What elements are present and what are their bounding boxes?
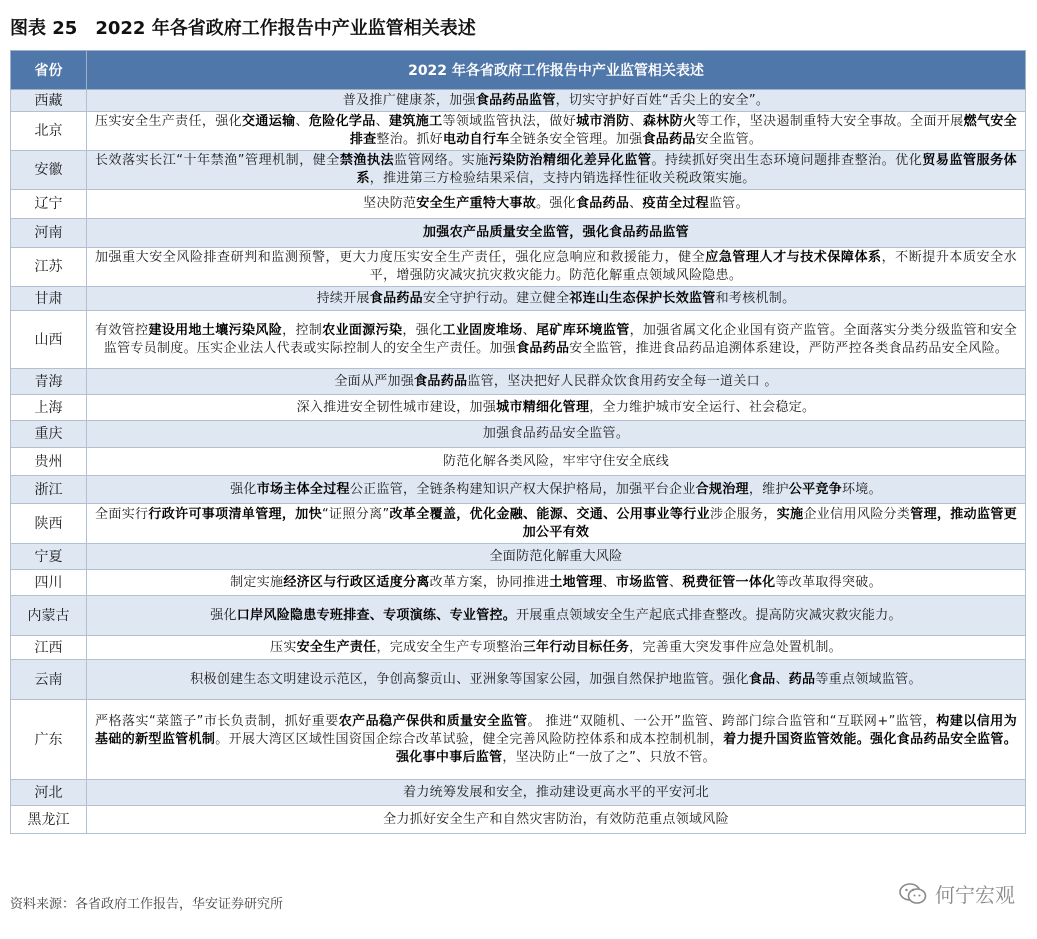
statement-cell: 加强食品药品安全监管。 [87, 421, 1026, 448]
bold-highlight: 管理，推动监管更加公平有效 [522, 506, 1018, 540]
table-row [11, 700, 1026, 780]
statement-cell: 强化市场主体全过程公正监管，全链条构建知识产权大保护格局，加强平台企业合规治理，维护公平竞争环境。 [87, 476, 1026, 504]
statement-cell: 压实安全生产责任，完成安全生产专项整治三年行动目标任务，完善重大突发事件应急处置机制。 [87, 636, 1026, 660]
statement-cell: 加强重大安全风险排查研判和监测预警，更大力度压实安全生产责任，强化应急响应和救援能力，健全应急管理人才与技术保障体系，不断提升本质安全水平，增强防灾减灾抗灾救灾能力。防范化解重点领域风险隐患。 [87, 248, 1026, 287]
statement-cell: 制定实施经济区与行政区适度分离改革方案，协同推进土地管理、市场监管、税费征管一体化等改革取得突破。 [87, 570, 1026, 596]
table-row [11, 544, 1026, 570]
bold-highlight: 三年行动目标任务 [522, 639, 630, 655]
table-row [11, 596, 1026, 636]
bold-highlight: 尾矿库环境监管 [536, 322, 630, 338]
table-row [11, 219, 1026, 248]
bold-highlight: 食品药品 [642, 132, 696, 147]
statement-cell: 有效管控建设用地土壤污染风险，控制农业面源污染，强化工业固废堆场、尾矿库环境监管，加强省属文化企业国有资产监管。全面落实分类分级监管和安全监管专员制度。压实企业法人代表或实际控制人的安全生产责任。加强食品药品安全监管，推进食品药品追溯体系建设，严防严控各类食品药品安全风险。 [87, 311, 1026, 369]
province-cell: 河北 [11, 780, 87, 806]
bold-highlight: 燃气安全排查 [349, 114, 1017, 147]
bold-highlight: 行政许可事项清单管理，加快 [148, 506, 322, 522]
watermark [899, 879, 1015, 908]
province-cell: 内蒙古 [11, 596, 87, 636]
statement-cell: 长效落实长江“十年禁渔”管理机制，健全禁渔执法监管网络。实施污染防治精细化差异化监管。持续抓好突出生态环境问题排查整治。优化贸易监管服务体系，推进第三方检验结果采信，支持内销选择性征收关税政策实施。 [87, 151, 1026, 190]
bold-highlight: 危险化学品 [308, 114, 376, 129]
statement-cell: 深入推进安全韧性城市建设，加强城市精细化管理，全力维护城市安全运行、社会稳定。 [87, 395, 1026, 421]
province-cell: 陕西 [11, 504, 87, 544]
bold-highlight: 应急管理人才与技术保障体系 [705, 250, 882, 265]
bold-highlight: 祁连山生态保护长效监管 [569, 290, 716, 306]
bold-highlight: 安全生产责任 [296, 639, 377, 655]
province-cell: 青海 [11, 369, 87, 395]
statement-cell [87, 219, 1026, 248]
province-cell: 山西 [11, 311, 87, 369]
province-cell: 云南 [11, 660, 87, 700]
bold-highlight: 安全生产重特大事故 [416, 196, 537, 211]
watermark-text: 何宁宏观 [935, 883, 1015, 907]
statement-cell: 防范化解各类风险，牢牢守住安全底线 [87, 448, 1026, 476]
statement-cell: 坚决防范安全生产重特大事故。强化食品药品、疫苗全过程监管。 [87, 190, 1026, 219]
bold-highlight: 食品 [748, 671, 776, 687]
table-row [11, 311, 1026, 369]
province-cell: 贵州 [11, 448, 87, 476]
statement-cell: 压实安全生产责任，强化交通运输、危险化学品、建筑施工等领域监管执法，做好城市消防、森林防火等工作，坚决遏制重特大安全事故。全面开展燃气安全排查整治。抓好电动自行车全链条安全管理。加强食品药品安全监管。 [87, 112, 1026, 151]
bold-highlight: 城市消防 [576, 114, 630, 129]
bold-highlight: 改革全覆盖，优化金融、能源、交通、公用事业等行业 [389, 506, 710, 522]
wechat-icon [899, 883, 927, 905]
province-cell: 西藏 [11, 90, 87, 112]
province-cell: 广东 [11, 700, 87, 780]
header-statement: 2022 年各省政府工作报告中产业监管相关表述 [87, 51, 1026, 90]
bold-highlight: 疫苗全过程 [642, 196, 709, 211]
figure-label: 图表 25 [10, 18, 78, 39]
bold-highlight: 实施 [776, 506, 804, 522]
bold-highlight: 贸易监管服务体系 [356, 153, 1017, 186]
figure-title-text: 2022 年各省政府工作报告中产业监管相关表述 [95, 18, 476, 39]
province-cell: 安徽 [11, 151, 87, 190]
table-row [11, 660, 1026, 700]
bold-highlight: 食品药品监管 [475, 92, 556, 108]
bold-highlight: 电动自行车 [442, 132, 510, 147]
bold-highlight: 交通运输 [241, 114, 296, 129]
bold-highlight: 市场监管 [615, 574, 670, 590]
table-row [11, 448, 1026, 476]
bold-highlight: 食品药品 [575, 196, 630, 211]
statement-cell: 普及推广健康茶，加强食品药品监管，切实守护好百姓“舌尖上的安全”。 [87, 90, 1026, 112]
province-cell: 重庆 [11, 421, 87, 448]
bold-highlight: 市场主体全过程 [256, 481, 350, 497]
bold-highlight: 公平竞争 [788, 481, 842, 497]
statement-cell: 积极创建生态文明建设示范区，争创高黎贡山、亚洲象等国家公园，加强自然保护地监管。强化食品、药品等重点领域监管。 [87, 660, 1026, 700]
province-cell: 辽宁 [11, 190, 87, 219]
table-row [11, 780, 1026, 806]
statement-cell: 全面从严加强食品药品监管，坚决把好人民群众饮食用药安全每一道关口 。 [87, 369, 1026, 395]
table-row [11, 369, 1026, 395]
bold-highlight: 经济区与行政区适度分离 [283, 574, 430, 590]
bold-highlight: 森林防火 [642, 114, 697, 129]
bold-highlight: 城市精细化管理 [496, 399, 590, 415]
bold-highlight: 合规治理 [695, 481, 749, 497]
statement-cell: 严格落实“菜篮子”市长负责制，抓好重要农产品稳产保供和质量安全监管。 推进“双随机、一公开”监管、跨部门综合监管和“互联网+”监管，构建以信用为基础的新型监管机制。开展大湾区区域性国资国企综合改革试验，健全完善风险防控体系和成本控制机制，着力提升国资监管效能。强化食品药品安全监管。强化事中事后监管，坚决防止“一放了之”、只放不管。 [87, 700, 1026, 780]
table-row [11, 421, 1026, 448]
province-cell: 浙江 [11, 476, 87, 504]
bold-highlight: 食品药品 [516, 340, 570, 356]
bold-highlight: 农产品稳产保供和质量安全监管 [338, 713, 528, 729]
province-cell: 江西 [11, 636, 87, 660]
bold-highlight: 工业固废堆场 [442, 322, 523, 338]
bold-highlight: 禁渔执法 [339, 153, 395, 168]
bold-highlight: 着力提升国资监管效能。强化食品药品安全监管。强化事中事后监管 [396, 731, 1018, 765]
bold-highlight: 口岸风险隐患专班排查、专项演练、专业管控。 [236, 607, 517, 623]
statement-cell: 强化口岸风险隐患专班排查、专项演练、专业管控。开展重点领域安全生产起底式排查整改。提高防灾减灾救灾能力。 [87, 596, 1026, 636]
bold-highlight: 食品药品 [414, 373, 468, 389]
regulation-table [10, 50, 1026, 834]
province-cell: 宁夏 [11, 544, 87, 570]
table-row [11, 112, 1026, 151]
province-cell: 河南 [11, 219, 87, 248]
table-row [11, 190, 1026, 219]
bold-highlight: 税费征管一体化 [682, 574, 776, 590]
statement-cell: 全力抓好安全生产和自然灾害防治，有效防范重点领域风险 [87, 806, 1026, 834]
bold-highlight: 建设用地土壤污染风险 [148, 322, 283, 338]
table-row [11, 287, 1026, 311]
statement-cell: 全面实行行政许可事项清单管理，加快“证照分离”改革全覆盖，优化金融、能源、交通、公用事业等行业涉企服务，实施企业信用风险分类管理，推动监管更加公平有效 [87, 504, 1026, 544]
province-cell: 上海 [11, 395, 87, 421]
province-cell: 北京 [11, 112, 87, 151]
province-cell: 甘肃 [11, 287, 87, 311]
statement-cell: 持续开展食品药品安全守护行动。建立健全祁连山生态保护长效监管和考核机制。 [87, 287, 1026, 311]
province-cell: 江苏 [11, 248, 87, 287]
header-province: 省份 [11, 51, 87, 90]
table-row [11, 504, 1026, 544]
bold-highlight: 建筑施工 [389, 114, 443, 129]
table-row [11, 395, 1026, 421]
province-cell: 四川 [11, 570, 87, 596]
table-row [11, 806, 1026, 834]
figure-title [10, 14, 476, 40]
bold-highlight: 构建以信用为基础的新型监管机制 [95, 713, 1017, 747]
table-row [11, 90, 1026, 112]
bold-highlight: 污染防治精细化差异化监管 [488, 153, 652, 168]
table-row [11, 570, 1026, 596]
table-row [11, 151, 1026, 190]
bold-highlight: 农业面源污染 [322, 322, 403, 338]
source-note: 资料来源：各省政府工作报告，华安证券研究所 [10, 897, 284, 912]
bold-highlight: 药品 [788, 671, 816, 687]
table-header-row [11, 51, 1026, 90]
statement-cell: 全面防范化解重大风险 [87, 544, 1026, 570]
table-body [11, 90, 1026, 834]
bold-highlight: 土地管理 [549, 574, 603, 590]
table-row [11, 636, 1026, 660]
bold-highlight: 食品药品 [369, 290, 423, 306]
province-cell: 黑龙江 [11, 806, 87, 834]
bold-highlight: 加强农产品质量安全监管，强化食品药品监管 [422, 225, 689, 240]
table-row [11, 248, 1026, 287]
statement-cell: 着力统筹发展和安全，推动建设更高水平的平安河北 [87, 780, 1026, 806]
table-row [11, 476, 1026, 504]
